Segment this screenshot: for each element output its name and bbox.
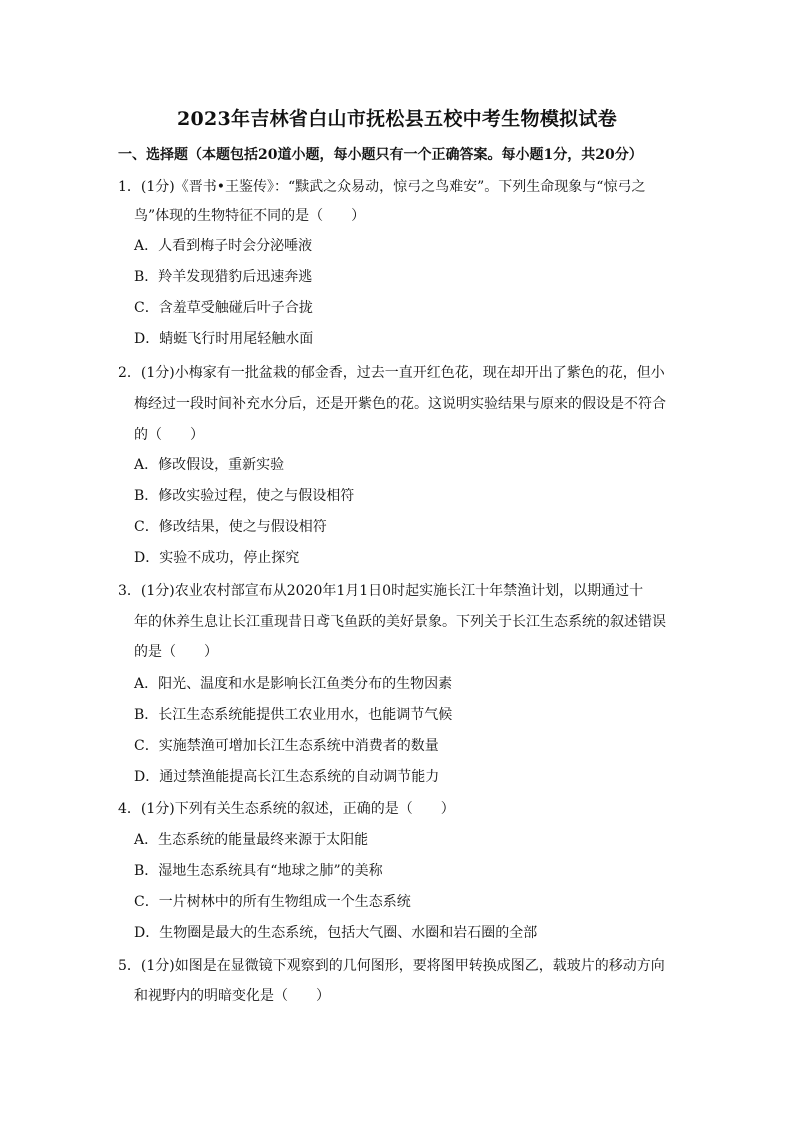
question-1-option-b: B．羚羊发现猎豹后迅速奔逃: [134, 269, 313, 285]
question-1-line-2: 鸟”体现的生物特征不同的是（ ）: [134, 208, 366, 224]
question-5-line-1: 5．(1分)如图是在显微镜下观察到的几何图形，要将图甲转换成图乙，载玻片的移动方向: [118, 958, 665, 974]
question-3-option-b: B．长江生态系统能提供工农业用水，也能调节气候: [134, 707, 453, 723]
question-3-line-2: 年的休养生息让长江重现昔日鸢飞鱼跃的美好景象。下列关于长江生态系统的叙述错误: [134, 614, 666, 630]
question-1-option-a: A．人看到梅子时会分泌唾液: [134, 238, 313, 254]
question-4-option-c: C．一片树林中的所有生物组成一个生态系统: [134, 894, 411, 910]
question-2-option-c: C．修改结果，使之与假设相符: [134, 519, 327, 535]
question-3-option-a: A．阳光、温度和水是影响长江鱼类分布的生物因素: [134, 676, 453, 692]
question-2-option-d: D．实验不成功，停止探究: [134, 550, 300, 566]
question-3-line-1: 3．(1分)农业农村部宣布从2020年1月1日0时起实施长江十年禁渔计划，以期通过十: [118, 583, 644, 599]
question-3-option-c: C．实施禁渔可增加长江生态系统中消费者的数量: [134, 738, 439, 754]
question-3-option-d: D．通过禁渔能提高长江生态系统的自动调节能力: [134, 769, 440, 785]
question-2-option-a: A．修改假设，重新实验: [134, 457, 285, 473]
question-4-option-d: D．生物圈是最大的生态系统，包括大气圈、水圈和岩石圈的全部: [134, 925, 538, 941]
section-heading: 一、选择题（本题包括20道小题，每小题只有一个正确答案。每小题1分，共20分）: [118, 147, 643, 163]
page-title: 2023年吉林省白山市抚松县五校中考生物模拟试卷: [176, 108, 618, 130]
question-3-line-3: 的是（ ）: [134, 644, 218, 660]
question-2-line-1: 2．(1分)小梅家有一批盆栽的郁金香，过去一直开红色花，现在却开出了紫色的花，但小: [118, 365, 665, 381]
question-2-line-3: 的（ ）: [134, 427, 204, 443]
question-1-option-c: C．含羞草受触碰后叶子合拢: [134, 300, 313, 316]
question-1-line-1: 1．(1分)《晋书•王鉴传》：“黩武之众易动，惊弓之鸟难安”。下列生命现象与“惊弓之: [118, 179, 646, 195]
question-4-line-1: 4．(1分)下列有关生态系统的叙述，正确的是（ ）: [118, 801, 455, 817]
question-4-option-b: B．湿地生态系统具有“地球之肺”的美称: [134, 863, 383, 879]
question-2-line-2: 梅经过一段时间补充水分后，还是开紫色的花。这说明实验结果与原来的假设是不符合: [134, 396, 666, 412]
question-5-line-2: 和视野内的明暗变化是（ ）: [134, 988, 330, 1004]
question-4-option-a: A．生态系统的能量最终来源于太阳能: [134, 832, 369, 848]
question-1-option-d: D．蜻蜓飞行时用尾轻触水面: [134, 331, 314, 347]
question-2-option-b: B．修改实验过程，使之与假设相符: [134, 488, 355, 504]
